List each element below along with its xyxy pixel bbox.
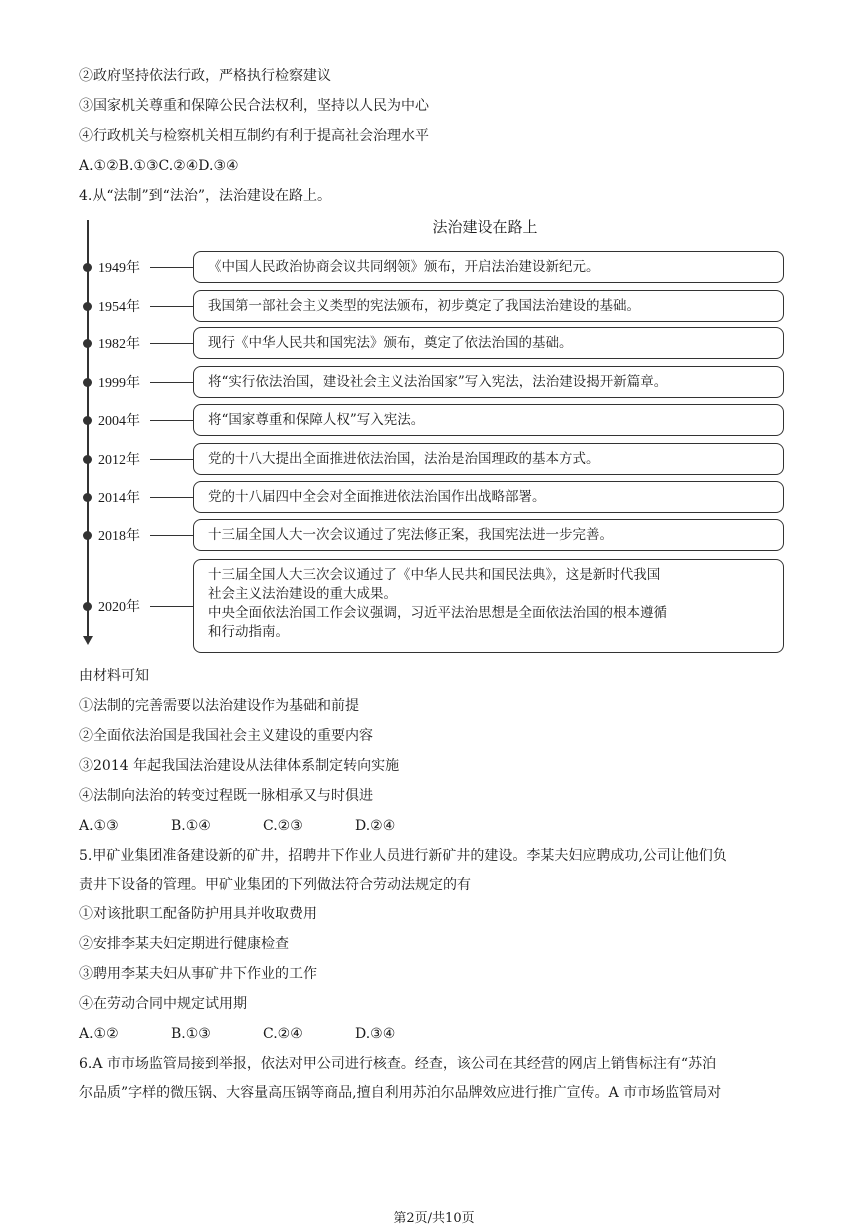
timeline-dot (83, 455, 92, 464)
q4-option-d: D.②④ (355, 818, 396, 834)
q4-option-b: B.①④ (171, 818, 211, 834)
timeline-event-text: 现行《中华人民共和国宪法》颁布，奠定了依法治国的基础。 (208, 334, 573, 351)
q5-stem-line-2: 责井下设备的管理。甲矿业集团的下列做法符合劳动法规定的有 (79, 877, 471, 893)
q5-item-2: ②安排李某夫妇定期进行健康检查 (79, 936, 289, 952)
q5-option-b: B.①③ (171, 1026, 211, 1042)
q5-option-d: D.③④ (355, 1026, 396, 1042)
timeline-event-text: 十三届全国人大三次会议通过了《中华人民共和国民法典》，这是新时代我国 (208, 567, 661, 583)
q4-item-3: ③2014 年起我国法治建设从法律体系制定转向实施 (79, 758, 400, 774)
timeline-event-text: 党的十八届四中全会对全面推进依法治国作出战略部署。 (208, 488, 546, 505)
q4-option-c: C.②③ (263, 818, 303, 834)
timeline-connector (150, 420, 193, 421)
timeline-event-text: 中央全面依法治国工作会议强调，习近平法治思想是全面依法治国的根本遵循 (208, 605, 667, 621)
q5-stem-line-1: 5.甲矿业集团准备建设新的矿井，招聘井下作业人员进行新矿井的建设。李某夫妇应聘成功,公司让他们负 (79, 848, 727, 864)
q3-item-2: ②政府坚持依法行政，严格执行检察建议 (79, 68, 331, 84)
q3-item-4: ④行政机关与检察机关相互制约有利于提高社会治理水平 (79, 128, 429, 144)
q4-item-4: ④法制向法治的转变过程既一脉相承又与时俱进 (79, 788, 373, 804)
q4-item-1: ①法制的完善需要以法治建设作为基础和前提 (79, 698, 359, 714)
q4-lead: 由材料可知 (79, 668, 149, 684)
timeline-connector (150, 382, 193, 383)
timeline-event-box (193, 481, 784, 513)
q4-option-a: A.①③ (79, 818, 119, 834)
timeline-event-box (193, 519, 784, 551)
timeline-event-box (193, 366, 784, 398)
timeline-event-box (193, 327, 784, 359)
timeline-title: 法治建设在路上 (432, 218, 538, 236)
timeline-event-text: 我国第一部社会主义类型的宪法颁布，初步奠定了我国法治建设的基础。 (208, 297, 640, 314)
q5-item-4: ④在劳动合同中规定试用期 (79, 996, 247, 1012)
timeline-event-box (193, 404, 784, 436)
timeline-event-box (193, 251, 784, 283)
timeline-dot (83, 531, 92, 540)
q5-option-c: C.②④ (263, 1026, 303, 1042)
timeline-connector (150, 535, 193, 536)
q3-item-3: ③国家机关尊重和保障公民合法权利，坚持以人民为中心 (79, 98, 429, 114)
timeline-event-text: 和行动指南。 (208, 624, 289, 640)
timeline-year: 2014年 (98, 491, 140, 506)
q5-item-1: ①对该批职工配备防护用具并收取费用 (79, 906, 317, 922)
timeline-arrow-icon (83, 636, 93, 645)
timeline-dot (83, 263, 92, 272)
timeline-dot (83, 416, 92, 425)
q5-options (79, 1024, 395, 1044)
timeline-connector (150, 606, 193, 607)
timeline-connector (150, 497, 193, 498)
timeline-connector (150, 343, 193, 344)
timeline-dot (83, 493, 92, 502)
timeline-dot (83, 378, 92, 387)
timeline-year: 2004年 (98, 414, 140, 429)
timeline-year: 1982年 (98, 337, 140, 352)
timeline-event-text: 党的十八大提出全面推进依法治国，法治是治国理政的基本方式。 (208, 450, 600, 467)
q5-option-a: A.①② (79, 1026, 119, 1042)
timeline-connector (150, 267, 193, 268)
timeline-connector (150, 459, 193, 460)
timeline-event-text: 将“国家尊重和保障人权”写入宪法。 (208, 411, 425, 428)
q4-options (79, 816, 395, 836)
timeline-year: 2018年 (98, 529, 140, 544)
q4-stem: 4.从“法制”到“法治”，法治建设在路上。 (79, 188, 331, 204)
timeline-event-text: 将“实行依法治国，建设社会主义法治国家”写入宪法，法治建设揭开新篇章。 (208, 373, 668, 390)
q6-stem-line-2: 尔品质”字样的微压锅、大容量高压锅等商品,擅自利用苏泊尔品牌效应进行推广宣传。A 市市场监管局对 (79, 1085, 722, 1101)
page-footer: 第2页/共10页 (393, 1211, 475, 1226)
q3-options: A.①②B.①③C.②④D.③④ (79, 158, 239, 174)
timeline-dot (83, 302, 92, 311)
q5-item-3: ③聘用李某夫妇从事矿井下作业的工作 (79, 966, 317, 982)
timeline-year: 1954年 (98, 300, 140, 315)
timeline-event-text: 社会主义法治建设的重大成果。 (208, 586, 397, 602)
q4-item-2: ②全面依法治国是我国社会主义建设的重要内容 (79, 728, 373, 744)
timeline-connector (150, 306, 193, 307)
timeline-year: 2012年 (98, 453, 140, 468)
timeline-axis (87, 220, 89, 640)
timeline-year: 1949年 (98, 261, 140, 276)
timeline-event-box (193, 290, 784, 322)
timeline-dot (83, 602, 92, 611)
timeline-year: 2020年 (98, 600, 140, 615)
q6-stem-line-1: 6.A 市市场监管局接到举报，依法对甲公司进行核查。经查，该公司在其经营的网店上销售标注有“苏泊 (79, 1056, 717, 1072)
timeline-event-box (193, 559, 784, 653)
timeline-event-text: 十三届全国人大一次会议通过了宪法修正案，我国宪法进一步完善。 (208, 526, 613, 543)
timeline-year: 1999年 (98, 376, 140, 391)
timeline-event-text: 《中国人民政治协商会议共同纲领》颁布，开启法治建设新纪元。 (208, 258, 600, 275)
timeline-dot (83, 339, 92, 348)
timeline-event-box (193, 443, 784, 475)
